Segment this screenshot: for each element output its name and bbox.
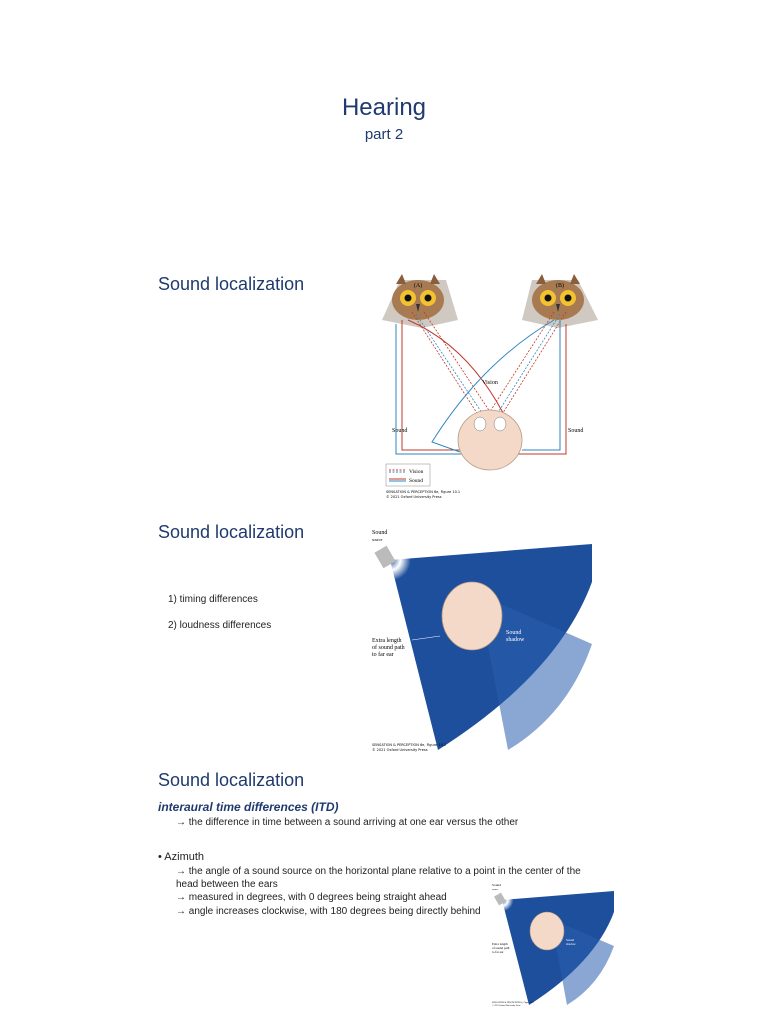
source-label-2: source (372, 537, 383, 542)
source-label-1: Sound (372, 530, 388, 536)
head-image (442, 582, 502, 650)
slide2-heading: Sound localization (158, 522, 305, 542)
legend-sound: Sound (409, 478, 424, 484)
small-extra-label-1: Extra length (492, 942, 508, 946)
azimuth-line-2: head between the ears (176, 879, 278, 890)
vision-label: Vision (482, 380, 498, 386)
head-image (458, 410, 522, 470)
owl-localization-figure (372, 272, 608, 502)
itd-subheading: interaural time differences (ITD) (158, 800, 339, 814)
page-title: Hearing (341, 94, 427, 121)
shadow-label-1: Sound (506, 630, 522, 636)
owl-b-label: (B) (556, 283, 564, 289)
page-subtitle: part 2 (364, 126, 404, 143)
azimuth-line-1: → the angle of a sound source on the horizontal plane relative to a point in the center of the (176, 866, 581, 877)
figure2-credit-2: © 2021 Oxford University Press (372, 748, 428, 752)
vision-lines (412, 312, 566, 424)
extra-length-label-1: Extra length (372, 638, 402, 644)
azimuth-line-4: → angle increases clockwise, with 180 degrees being directly behind (176, 906, 481, 917)
legend-box (386, 464, 430, 486)
sound-right-label: Sound (568, 428, 584, 434)
shadow-label-2: shadow (506, 637, 525, 643)
figure1-credit-1: SENSATION & PERCEPTION 6e, Figure 10.1 (386, 490, 461, 494)
small-source-label-1: Sound (492, 883, 501, 887)
figure1-credit-2: © 2021 Oxford University Press (386, 495, 442, 499)
point-loudness-differences: 2) loudness differences (168, 620, 272, 631)
small-shadow-label-1: Sound (566, 938, 575, 942)
small-shadow-label-2: shadow (566, 942, 576, 946)
extra-length-label-3: to far ear (372, 652, 394, 658)
small-extra-label-3: to far ear (492, 950, 504, 954)
sound-shadow-figure-small (490, 880, 614, 1010)
itd-definition: → the difference in time between a sound arriving at one ear versus the other (176, 817, 519, 828)
small-credit-1: SENSATION & PERCEPTION 6e, Figure 10.2 (492, 1002, 534, 1004)
extra-length-label-2: of sound path (372, 645, 405, 651)
slide1-heading: Sound localization (158, 274, 305, 294)
head-image-small (530, 912, 564, 950)
small-credit-2: © 2021 Oxford University Press (492, 1005, 521, 1007)
small-source-label-2: source (492, 888, 499, 891)
slide3-heading: Sound localization (158, 770, 305, 790)
figure2-credit-1: SENSATION & PERCEPTION 6e, Figure 10.2 (372, 743, 447, 747)
small-extra-label-2: of sound path (492, 946, 510, 950)
legend-vision: Vision (409, 469, 424, 475)
azimuth-line-3: → measured in degrees, with 0 degrees being straight ahead (176, 892, 447, 903)
sound-shadow-figure (368, 524, 592, 760)
azimuth-label: • Azimuth (158, 851, 205, 863)
point-timing-differences: 1) timing differences (168, 594, 258, 605)
sound-left-label: Sound (392, 428, 408, 434)
owl-a-label: (A) (413, 283, 423, 289)
